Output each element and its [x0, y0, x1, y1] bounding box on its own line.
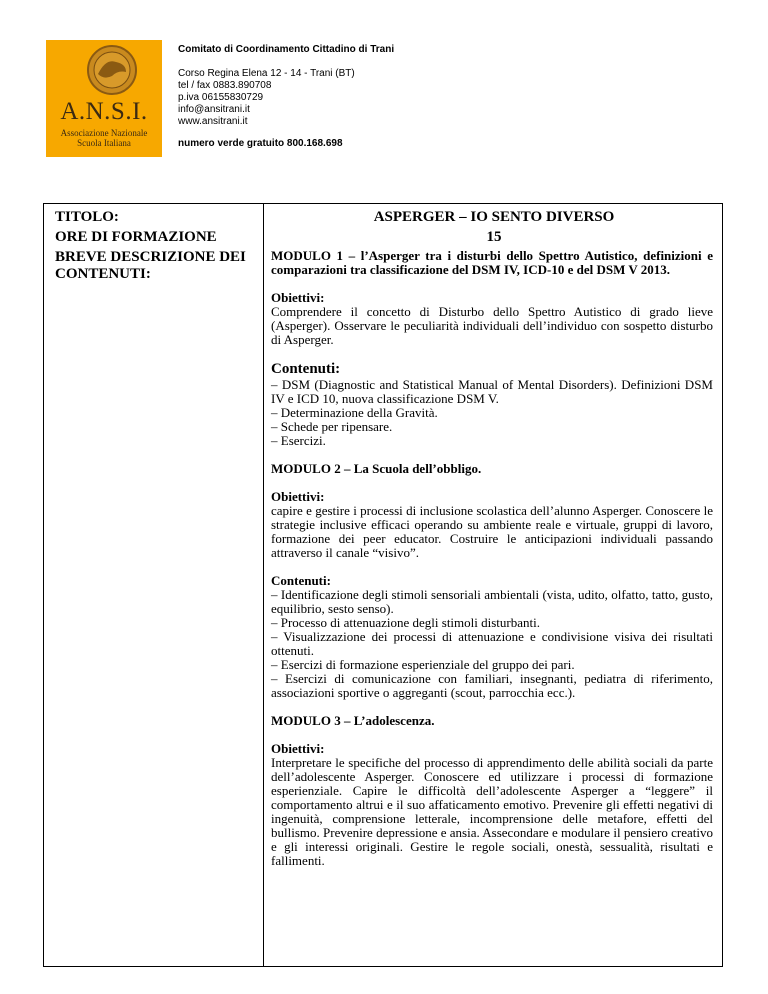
table-border [43, 203, 44, 967]
objectives-text: capire e gestire i processi di inclusione scolastica dell’alunno Asperger. Conoscere le strategie inclusive efficaci operando su ambiente reale e virtuale, gruppi di lavoro, formazione dei peer educator. Costruire le anticipazioni individuali passando attraverso il canale “visivo”. [271, 503, 713, 560]
contents-item: – Esercizi di comunicazione con familiari, insegnanti, pediatra di riferimento, associazioni sportive o aggreganti (scout, parrocchia ecc.). [271, 671, 713, 700]
contents-label: Contenuti: [271, 361, 341, 377]
ansi-logo [46, 40, 162, 157]
vat-line: p.iva 06155830729 [178, 92, 264, 103]
contents-item: – Processo di attenuazione degli stimoli disturbanti. [271, 615, 540, 630]
description-label: CONTENUTI: [55, 266, 151, 282]
table-border [43, 203, 723, 204]
address-line: Corso Regina Elena 12 - 14 - Trani (BT) [178, 68, 355, 79]
email-link[interactable]: info@ansitrani.it [178, 104, 250, 115]
objectives-label: Obiettivi: [271, 489, 325, 504]
logo-subtitle: Scuola Italiana [77, 138, 131, 148]
contents-label: Contenuti: [271, 573, 331, 588]
module-2-heading: MODULO 2 – La Scuola dell’obbligo. [271, 461, 482, 476]
table-border [722, 203, 723, 967]
objectives-label: Obiettivi: [271, 741, 325, 756]
logo-subtitle: Associazione Nazionale [60, 128, 148, 138]
contents-item: – Determinazione della Gravità. [271, 405, 438, 420]
course-hours: 15 [486, 229, 502, 245]
website-link[interactable]: www.ansitrani.it [178, 116, 248, 127]
objectives-text: Comprendere il concetto di Disturbo dello Spettro Autistico di grado lieve (Asperger). Osservare le peculiarità individuali dell’individuo con sospetto disturbo di Asperger. [271, 304, 713, 347]
phone-line: tel / fax 0883.890708 [178, 80, 272, 91]
table-border [43, 966, 723, 967]
hours-label: ORE DI FORMAZIONE [55, 229, 217, 245]
contents-item: – Identificazione degli stimoli sensoriali ambientali (vista, udito, olfatto, tatto, gusto, equilibrio, sesto senso). [271, 587, 713, 616]
contents-item: – Visualizzazione dei processi di attenuazione e condivisione visiva dei risultati ottenuti. [271, 629, 713, 658]
committee-name: Comitato di Coordinamento Cittadino di Trani [178, 44, 395, 55]
logo-name: A.N.S.I. [60, 98, 148, 125]
description-label: BREVE DESCRIZIONE DEI [55, 249, 246, 265]
objectives-text: Interpretare le specifiche del processo di apprendimento delle abilità sociali da parte dell’adolescente Asperger. Conoscere ed utilizzare i processi di formazione esperienziale. Capire le difficoltà dell’adolescente Asperger a “leggere” il comportamento altrui e il suo affaticamento emotivo. Prevenire gli effetti negativi di ingenuità, comprensione letterale, incomprensione delle metafore, effetti del bullismo. Prevenire depressione e ansia. Assecondare e modulare il pensiero creativo e gli interessi originali. Gestire le regole sociali, onestà, sessualità, risultati e fallimenti. [271, 755, 713, 868]
title-label: TITOLO: [55, 209, 119, 225]
table-column-divider [263, 203, 264, 967]
objectives-label: Obiettivi: [271, 290, 325, 305]
contents-item: – Esercizi. [271, 433, 326, 448]
contents-item: – Schede per ripensare. [271, 419, 393, 434]
course-title: ASPERGER – IO SENTO DIVERSO [373, 209, 615, 225]
contents-item: – DSM (Diagnostic and Statistical Manual of Mental Disorders). Definizioni DSM IV e ICD 10, nuova classificazione DSM V. [271, 377, 713, 406]
toll-free-number: numero verde gratuito 800.168.698 [178, 138, 343, 149]
course-table [43, 203, 723, 967]
address-block [178, 68, 355, 128]
module-3-heading: MODULO 3 – L’adolescenza. [271, 713, 435, 728]
course-description [271, 249, 713, 868]
contents-item: – Esercizi di formazione esperienziale del gruppo dei pari. [271, 657, 575, 672]
module-1-heading: MODULO 1 – l’Asperger tra i disturbi dello Spettro Autistico, definizioni e comparazioni tra classificazione del DSM IV, ICD-10 e del DSM V 2013. [271, 248, 713, 277]
